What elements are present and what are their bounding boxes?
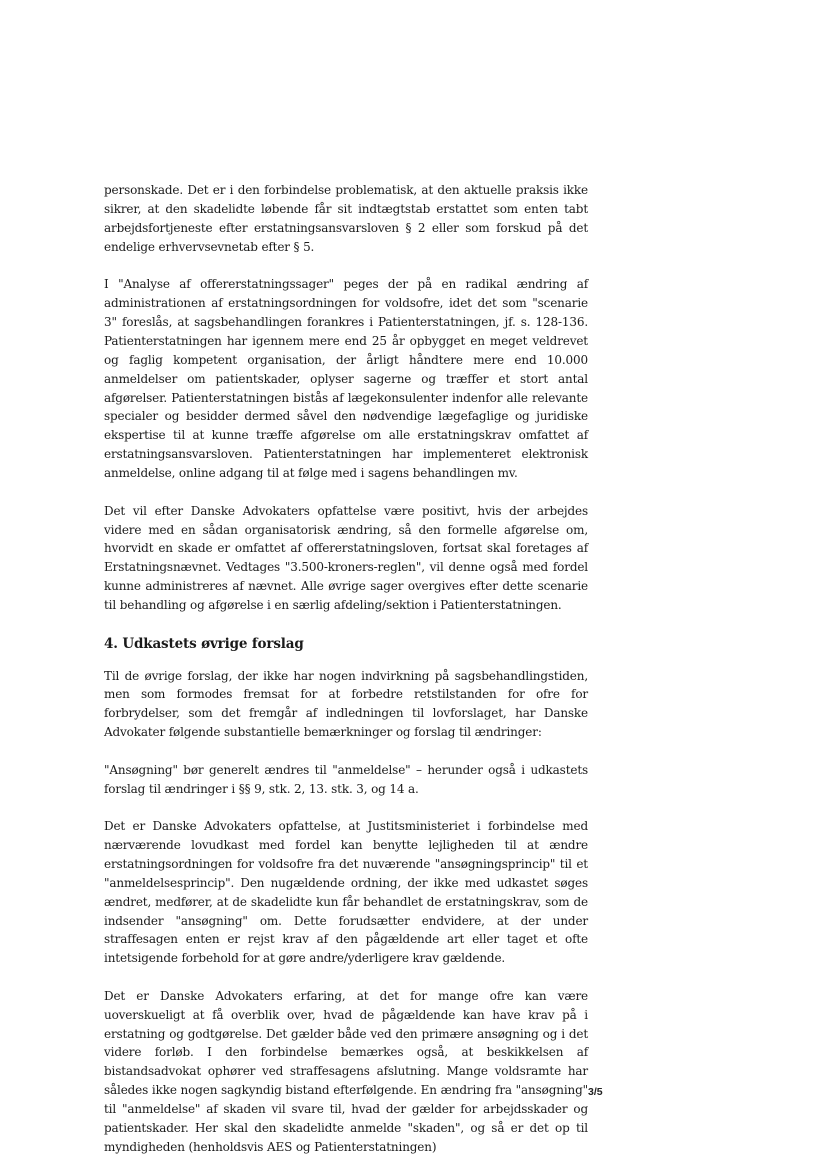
paragraph-organisational-change: Det vil efter Danske Advokaters opfattelse være positivt, hvis der arbejdes videre med en sådan organisatorisk ændring, så den formelle afgørelse om, hvorvidt en skade er omfattet af offererstatningsloven, fortsat skal foretages af Erstatningsnævnet. Vedtages "3.500-kroners-reglen", vil denne også med fordel kunne administreres af nævnet. Alle øvrige sager overgives efter dette scenarie til behandling og afgørelse i en særlig afdeling/sektion i Patienterstatningen.: [104, 503, 588, 613]
page-number: 3/5: [588, 1086, 603, 1098]
document-body: [104, 181, 588, 1175]
paragraph-analysis: I "Analyse af offererstatningssager" peges der på en radikal ændring af administrationen af erstatningsordningen for voldsofre, idet det som "scenarie 3" foreslås, at sagsbehandlingen forankres i Patienterstatningen, jf. s. 128-136. Patienterstatningen har igennem mere end 25 år opbygget en meget veldrevet og faglig kompetent organisation, der årligt håndtere mere end 10.000 anmeldelser om patientskader, oplyser sagerne og træffer et stort antal afgørelser. Patienterstatningen bistås af lægekonsulenter indenfor alle relevante specialer og besidder dermed såvel den nødvendige lægefaglige og juridiske ekspertise til at kunne træffe afgørelse om alle erstatningskrav omfattet af erstatningsansvarsloven. Patienterstatningen har implementeret elektronisk anmeldelse, online adgang til at følge med i sagens behandlingen mv.: [104, 277, 588, 481]
paragraph-experience: Det er Danske Advokaters erfaring, at det for mange ofre kan være uoverskueligt at få overblik over, hvad de pågældende kan have krav på i erstatning og godtgørelse. Det gælder både ved den primære ansøgning og i det videre forløb. I den forbindelse bemærkes også, at beskikkelsen af bistandsadvokat ophører ved straffesagens afslutning. Mange voldsramte har således ikke nogen sagkyndig bistand efterfølgende. En ændring fra "ansøgning" til "anmeldelse" af skaden vil svare til, hvad der gælder for arbejdsskader og patientskader. Her skal den skadelidte anmelde "skaden", og så er det op til myndigheden (henholdsvis AES og Patienterstatningen): [104, 988, 588, 1154]
paragraph-intro: personskade. Det er i den forbindelse problematisk, at den aktuelle praksis ikke sikrer, at den skadelidte løbende får sit indtægtstab erstattet som enten tabt arbejdsfortjeneste efter erstatningsansvarsloven § 2 eller som forskud på det endelige erhvervsevnetab efter § 5.: [104, 183, 588, 254]
paragraph-other-proposals: Til de øvrige forslag, der ikke har nogen indvirkning på sagsbehandlingstiden, men som formodes fremsat for at forbedre retstilstanden for ofre for forbrydelser, som det fremgår af indledningen til lovforslaget, har Danske Advokater følgende substantielle bemærkninger og forslag til ændringer:: [104, 668, 588, 740]
paragraph-ansoegning: "Ansøgning" bør generelt ændres til "anmeldelse" – herunder også i udkastets forslag til ændringer i §§ 9, stk. 2, 13. stk. 3, og 14 a.: [104, 762, 588, 796]
paragraph-opinion: Det er Danske Advokaters opfattelse, at Justitsministeriet i forbindelse med nærværende lovudkast med fordel kan benytte lejligheden til at ændre erstatningsordningen for voldsofre fra det nuværende "ansøgningsprincip" til et "anmeldelsesprincip". Den nugældende ordning, der ikke med udkastet søges ændret, medfører, at de skadelidte kun får behandlet de erstatningskrav, som de indsender "ansøgning" om. Dette forudsætter endvidere, at der under straffesagen enten er rejst krav af den pågældende art eller taget et ofte intetsigende forbehold for at gøre andre/yderligere krav gældende.: [104, 818, 588, 966]
section-heading: 4. Udkastets øvrige forslag: [104, 635, 304, 652]
